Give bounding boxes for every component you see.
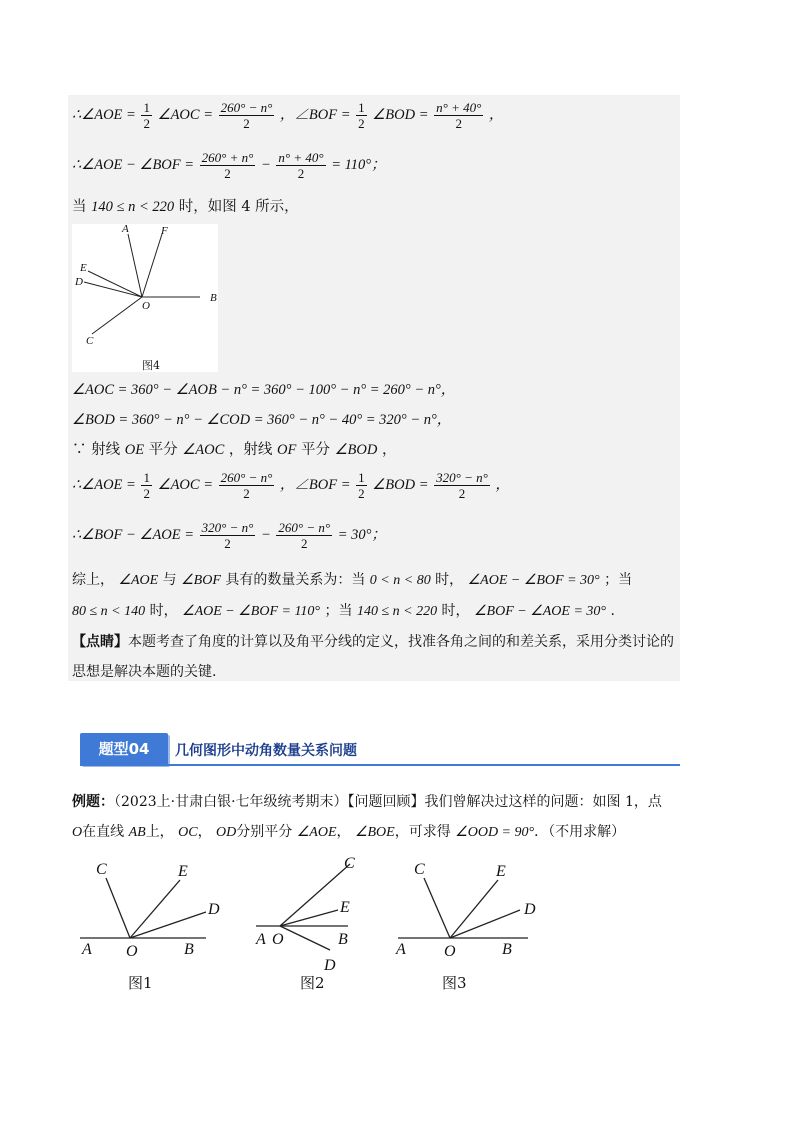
math-text: ∠BOF − ∠AOE = 30° <box>473 604 607 619</box>
fig3-caption: 图3 <box>442 974 467 992</box>
text: ∠AOC = <box>157 476 213 493</box>
text: = 110°； <box>331 156 386 173</box>
numerator: n° + 40° <box>436 100 482 115</box>
math-text: ∠AOE <box>118 573 159 588</box>
solution-line-1 <box>72 100 503 131</box>
text: 本题考查了角度的计算以及角平分线的定义，找准各角之间的和差关系，采用分类讨论的 <box>128 634 674 650</box>
math-text: OF <box>277 442 297 458</box>
text: . <box>610 603 615 619</box>
solution-line-12: 思想是解决本题的关键. <box>72 664 217 680</box>
text: 时， <box>441 603 470 619</box>
numerator: 320° − n° <box>201 520 254 535</box>
numerator: 1 <box>358 470 365 485</box>
fig3-label-D: D <box>524 901 536 918</box>
denominator: 2 <box>219 115 275 131</box>
ray-OD <box>84 282 142 297</box>
text: ，射线 <box>228 442 273 458</box>
fig1-label-A: A <box>82 941 92 958</box>
text: ．（不用求解） <box>534 824 626 840</box>
fig3-label-B: B <box>502 941 512 958</box>
solution-line-3 <box>72 197 299 217</box>
text: 在直线 <box>82 824 125 840</box>
denominator: 2 <box>143 486 150 501</box>
denominator: 2 <box>276 165 325 181</box>
text: 具有的数量关系为：当 <box>225 572 366 588</box>
numerator: 260° − n° <box>220 100 273 115</box>
numerator: 260° − n° <box>220 470 273 485</box>
fig2-label-O: O <box>272 931 284 948</box>
ray-OE <box>88 271 142 297</box>
math-text: ∠OOD = 90° <box>455 825 535 840</box>
numerator: 1 <box>143 470 150 485</box>
fraction <box>219 470 275 501</box>
label-E: E <box>80 262 87 274</box>
text: ， <box>488 106 504 123</box>
denominator: 2 <box>358 116 365 131</box>
math-text: 0 < n < 80 <box>369 573 431 588</box>
label-F: F <box>161 225 168 237</box>
fraction <box>200 150 256 181</box>
fig1-ray-OC <box>106 878 130 938</box>
label-D: D <box>75 276 83 288</box>
text: ∠AOC = <box>157 106 213 123</box>
text: 平分 <box>148 442 178 458</box>
fig1-label-C: C <box>96 861 107 878</box>
fraction <box>219 100 275 131</box>
example-figures <box>68 850 688 1000</box>
text: − <box>260 526 271 543</box>
numerator: 1 <box>358 100 365 115</box>
fraction <box>200 520 256 551</box>
text: ， <box>197 824 212 840</box>
fig3-label-O: O <box>444 943 456 960</box>
solution-line-9 <box>72 570 632 591</box>
numerator: 320° − n° <box>436 470 488 485</box>
ray-OA <box>128 234 142 297</box>
text: ∴∠AOE = <box>72 476 136 493</box>
fig3-ray-OC <box>424 878 450 938</box>
ray-OC <box>92 297 142 334</box>
text: 平分 <box>300 442 330 458</box>
numerator: n° + 40° <box>278 150 324 165</box>
text: ∴∠AOE = <box>72 106 136 123</box>
denominator: 2 <box>434 485 490 501</box>
text: 时， <box>149 603 178 619</box>
text: ，∠BOF = <box>279 106 351 123</box>
solution-line-7 <box>72 470 510 501</box>
text: ，∠BOF = <box>279 476 351 493</box>
math-text: OC <box>178 825 198 840</box>
fraction <box>434 100 483 131</box>
fraction <box>276 150 325 181</box>
label-A: A <box>122 224 129 235</box>
fig2-label-C: C <box>344 855 355 872</box>
example-line-1 <box>72 792 662 812</box>
text: ∴∠BOF − ∠AOE = <box>72 526 195 543</box>
denominator: 2 <box>219 485 275 501</box>
fig1-caption: 图1 <box>128 974 153 992</box>
fig1-label-E: E <box>178 863 188 880</box>
text: 上， <box>145 824 174 840</box>
section-title: 几何图形中动角数量关系问题 <box>175 743 357 759</box>
text: 时， <box>435 572 464 588</box>
text: ∵ 射线 <box>72 442 121 458</box>
math-text: ∠AOE − ∠BOF = 110° <box>182 604 321 619</box>
label-O: O <box>142 300 150 312</box>
denominator: 2 <box>276 535 332 551</box>
solution-line-8 <box>72 520 386 551</box>
text: 综上， <box>72 572 114 588</box>
denominator: 2 <box>358 486 365 501</box>
math-text: 80 ≤ n < 140 <box>72 604 146 619</box>
fig2-caption: 图2 <box>300 974 325 992</box>
figure-4-caption: 图4 <box>142 359 160 372</box>
fraction <box>276 520 332 551</box>
text: 分别平分 <box>236 824 293 840</box>
math-text: 140 ≤ n < 220 <box>91 199 175 215</box>
solution-line-4: ∠AOC = 360° − ∠AOB − n° = 360° − 100° − n° = 260° − n°， <box>72 382 456 398</box>
text: ，可求得 <box>394 824 451 840</box>
text: ∴∠AOE − ∠BOF = <box>72 156 195 173</box>
solution-line-5: ∠BOD = 360° − n° − ∠COD = 360° − n° − 40° = 320° − n°， <box>72 412 452 428</box>
fraction <box>356 100 367 131</box>
fig2-ray-OD <box>280 926 330 950</box>
section-badge: 题型04 <box>80 733 168 765</box>
fraction <box>434 470 490 501</box>
math-text: O <box>72 825 83 840</box>
text: ， <box>381 442 397 458</box>
text: = 30°； <box>337 526 386 543</box>
figure-4-diagram <box>72 224 218 372</box>
label-C: C <box>86 335 94 347</box>
denominator: 2 <box>143 116 150 131</box>
text: ；当 <box>324 603 353 619</box>
numerator: 1 <box>143 100 150 115</box>
fig3-label-A: A <box>396 941 406 958</box>
example-line-2 <box>72 822 625 843</box>
math-text: ∠BOE <box>354 825 395 840</box>
text: ；当 <box>604 572 633 588</box>
text: ， <box>336 824 351 840</box>
fig2-label-B: B <box>338 931 348 948</box>
denominator: 2 <box>434 115 483 131</box>
solution-line-2 <box>72 150 386 181</box>
label-B: B <box>210 292 217 304</box>
fraction <box>141 100 152 131</box>
math-text: ∠BOF <box>181 573 221 588</box>
tip-tag: 【点睛】 <box>72 634 128 650</box>
math-text: OE <box>124 442 145 458</box>
math-text: AB <box>128 825 146 840</box>
numerator: 260° − n° <box>278 520 331 535</box>
text: 当 <box>72 199 87 215</box>
text: ∠BOD = <box>372 476 429 493</box>
text: ∠BOD = <box>372 106 429 123</box>
math-text: ∠AOE − ∠BOF = 30° <box>467 573 600 588</box>
denominator: 2 <box>200 535 256 551</box>
example-label: 例题： <box>72 794 114 810</box>
math-text: OD <box>216 825 237 840</box>
fig2-label-A: A <box>256 931 266 948</box>
text: 与 <box>162 572 177 588</box>
fig3-ray-OE <box>450 880 498 938</box>
fig2-label-D: D <box>324 957 336 974</box>
denominator: 2 <box>200 165 256 181</box>
fig3-label-C: C <box>414 861 425 878</box>
text: ， <box>495 476 510 493</box>
fraction <box>356 470 367 501</box>
text: （2023上·甘肃白银·七年级统考期末）【问题回顾】我们曾解决过这样的问题：如图 1，点 <box>114 794 662 810</box>
text: 时，如图 4 所示， <box>178 199 299 215</box>
fig1-label-B: B <box>184 941 194 958</box>
math-text: 140 ≤ n < 220 <box>356 604 438 619</box>
solution-line-6 <box>72 440 396 460</box>
fig1-label-D: D <box>208 901 220 918</box>
fig2-label-E: E <box>340 899 350 916</box>
fig1-label-O: O <box>126 943 138 960</box>
fraction <box>141 470 152 501</box>
solution-line-11 <box>72 632 674 652</box>
fig3-label-E: E <box>496 863 506 880</box>
math-text: ∠AOE <box>296 825 337 840</box>
math-text: ∠BOD <box>334 442 378 458</box>
solution-line-10 <box>72 601 615 622</box>
math-text: ∠AOC <box>182 442 225 458</box>
ray-OF <box>142 234 162 297</box>
text: − <box>260 156 271 173</box>
figure-4 <box>72 224 218 372</box>
numerator: 260° + n° <box>201 150 254 165</box>
fig3-ray-OD <box>450 910 520 938</box>
section-divider <box>80 764 680 766</box>
